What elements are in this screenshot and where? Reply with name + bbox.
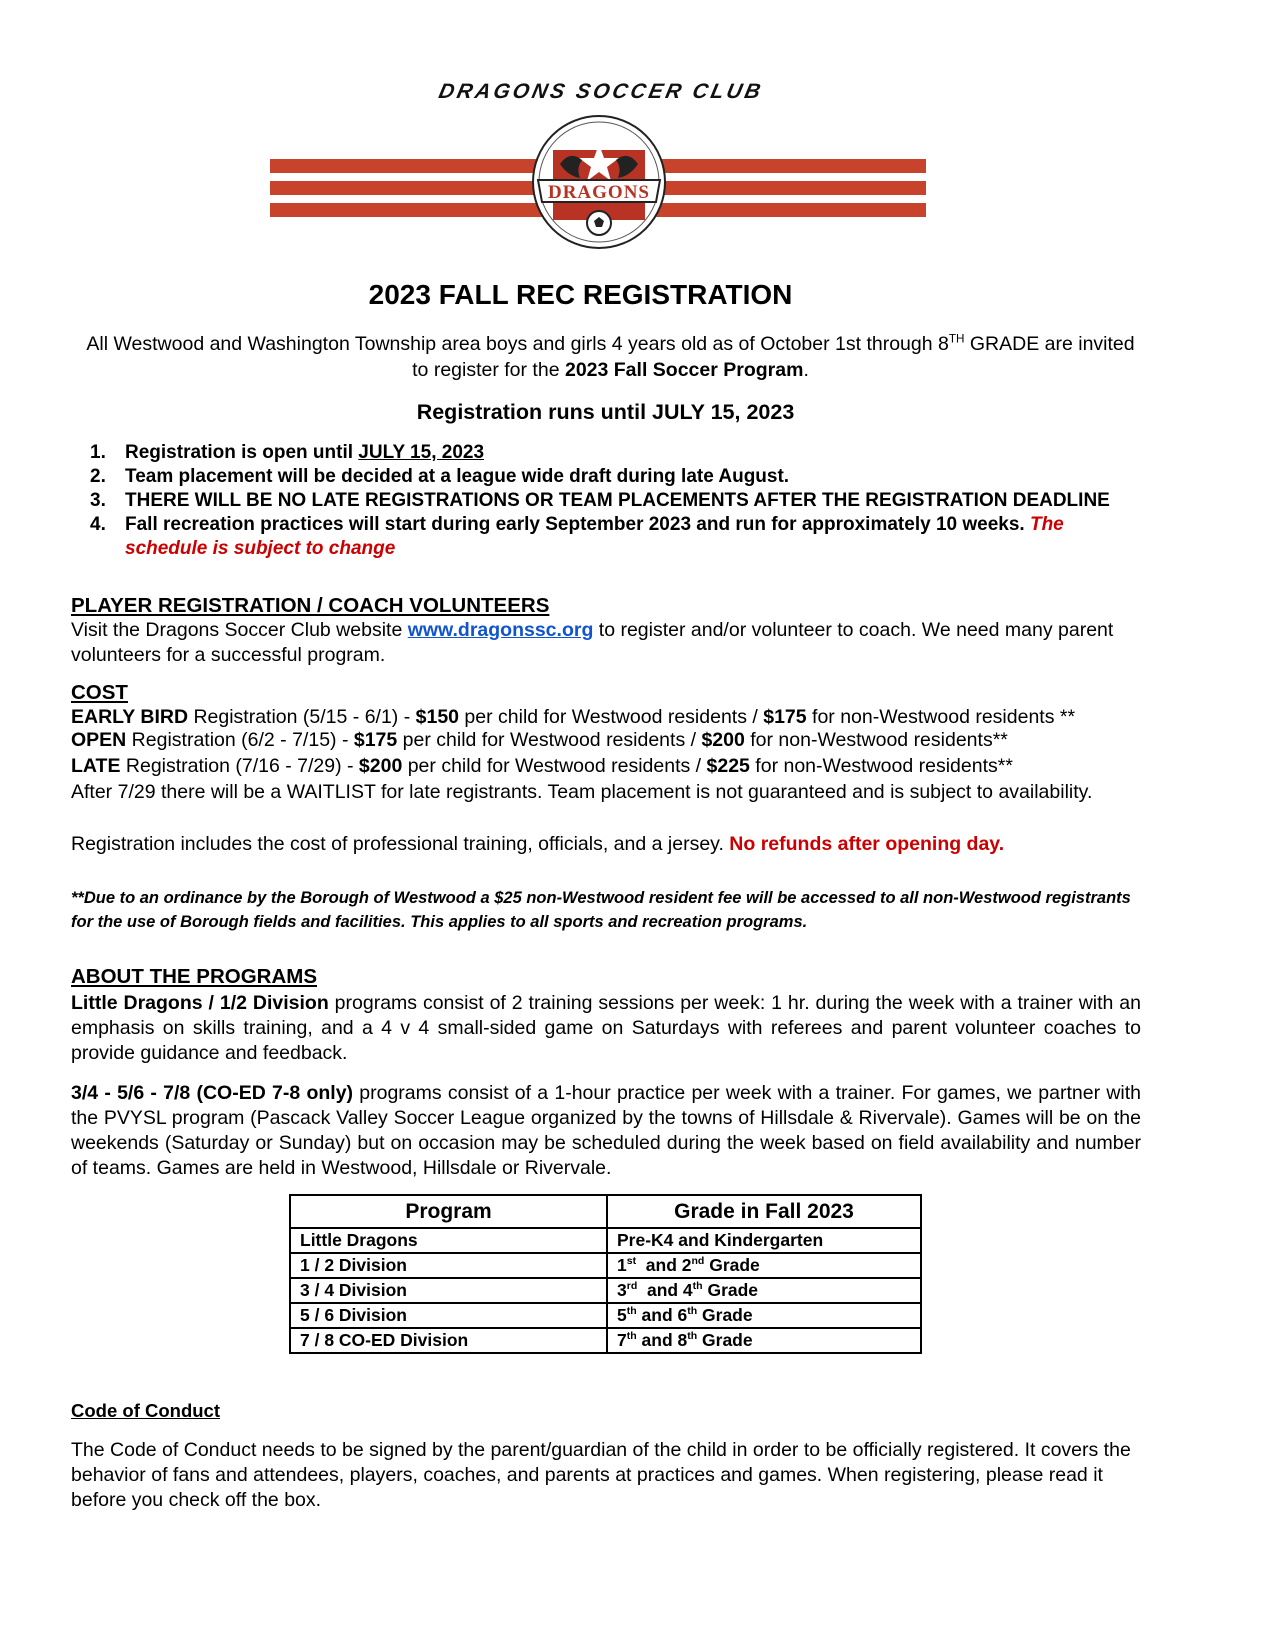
- about-paragraph-little-dragons: Little Dragons / 1/2 Division programs consist of 2 training sessions per week: 1 hr. during the week with a trainer with an emphasis on skills training, and a 4 v 4 small-sided game on Saturdays with referees and parent volunteer coaches to provide guidance and feedback.: [71, 992, 1141, 1064]
- page-title: 2023 FALL REC REGISTRATION: [368, 279, 793, 310]
- website-link[interactable]: www.dragonssc.org: [407, 619, 594, 641]
- cost-heading: COST: [71, 681, 128, 704]
- table-row: 7 / 8 CO-ED Division 7th and 8th Grade: [290, 1328, 921, 1353]
- table-row: 3 / 4 Division 3rd and 4th Grade: [290, 1278, 921, 1303]
- intro-paragraph: All Westwood and Washington Township area boys and girls 4 years old as of October 1st through 8TH GRADE are invited to register for the 2023 Fall Soccer Program.: [86, 332, 1135, 381]
- about-paragraph-older-divisions: 3/4 - 5/6 - 7/8 (CO-ED 7-8 only) programs consist of a 1-hour practice per week with a trainer. For games, we partner with the PVYSL program (Pascack Valley Soccer League organized by the towns of Hillsdale & Rivervale). Games will be on the weekends (Saturday or Sunday) but on occasion may be scheduled during the week based on field availability and number of teams. Games are held in Westwood, Hillsdale or Rivervale.: [71, 1082, 1141, 1179]
- cost-waitlist: After 7/29 there will be a WAITLIST for late registrants. Team placement is not guaranteed and is subject to availability.: [71, 781, 1093, 803]
- list-item: 3. THERE WILL BE NO LATE REGISTRATIONS OR TEAM PLACEMENTS AFTER THE REGISTRATION DEADLINE: [90, 490, 1110, 511]
- cost-early-bird: EARLY BIRD Registration (5/15 - 6/1) - $150 per child for Westwood residents / $175 for non-Westwood residents **: [71, 706, 1076, 728]
- table-header-row: [290, 1195, 921, 1228]
- program-grade-table: [289, 1194, 922, 1354]
- registration-steps: [70, 441, 1145, 561]
- cost-open: OPEN Registration (6/2 - 7/15) - $175 per child for Westwood residents / $200 for non-Westwood residents**: [71, 729, 1008, 751]
- table-row: Little Dragons Pre-K4 and Kindergarten: [290, 1228, 921, 1253]
- dragons-soccer-club-logo: [270, 78, 930, 250]
- list-item: 1. Registration is open until JULY 15, 2023: [90, 442, 485, 463]
- about-programs-heading: ABOUT THE PROGRAMS: [71, 965, 317, 988]
- table-row: 5 / 6 Division 5th and 6th Grade: [290, 1303, 921, 1328]
- player-registration-text: Visit the Dragons Soccer Club website www.dragonssc.org to register and/or volunteer to coach. We need many parent volunteers for a successful program.: [71, 619, 1114, 666]
- list-item: 4. Fall recreation practices will start during early September 2023 and run for approximately 10 weeks. The schedule is subject to change: [90, 514, 1064, 559]
- cost-late: LATE Registration (7/16 - 7/29) - $200 per child for Westwood residents / $225 for non-Westwood residents**: [71, 755, 1013, 777]
- cost-includes: Registration includes the cost of professional training, officials, and a jersey. No refunds after opening day.: [71, 833, 1005, 855]
- registration-deadline-heading: Registration runs until JULY 15, 2023: [416, 400, 795, 424]
- logo-club-name: DRAGONS SOCCER CLUB: [436, 80, 766, 103]
- column-header-program: Program: [290, 1195, 607, 1228]
- list-item: 2. Team placement will be decided at a league wide draft during late August.: [90, 466, 790, 487]
- code-of-conduct-text: The Code of Conduct needs to be signed by the parent/guardian of the child in order to be officially registered. It covers the behavior of fans and attendees, players, coaches, and parents at practices and games. When registering, please read it before you check off the box.: [71, 1439, 1131, 1511]
- player-registration-heading: PLAYER REGISTRATION / COACH VOLUNTEERS: [71, 594, 550, 617]
- table-row: 1 / 2 Division 1st and 2nd Grade: [290, 1253, 921, 1278]
- code-of-conduct-heading: Code of Conduct: [71, 1400, 221, 1421]
- logo: [270, 78, 930, 250]
- logo-emblem-text: DRAGONS: [547, 182, 651, 203]
- column-header-grade: Grade in Fall 2023: [607, 1195, 921, 1228]
- ordinance-note: **Due to an ordinance by the Borough of Westwood a $25 non-Westwood resident fee will be accessed to all non-Westwood registrants for the use of Borough fields and facilities. This applies to all sports and recreation programs.: [71, 889, 1131, 931]
